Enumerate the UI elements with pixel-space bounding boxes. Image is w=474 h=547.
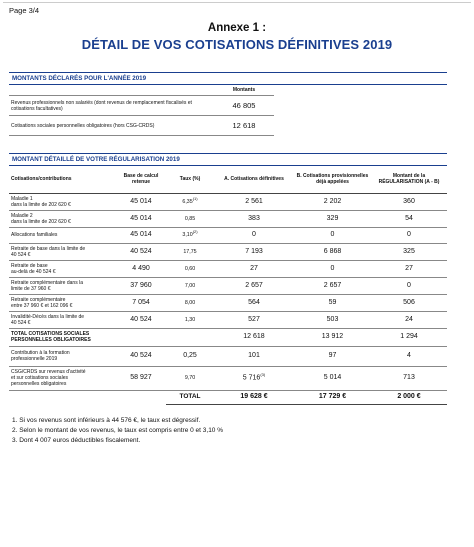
row-label: Invalidité-Décès dans la limite de bbox=[11, 313, 85, 320]
cell-regularisation: 54 bbox=[371, 210, 447, 227]
cell-definitive: 7 193 bbox=[214, 243, 294, 260]
cell-rate: 17,75 bbox=[166, 243, 214, 260]
col-amounts: Montants bbox=[214, 85, 274, 96]
cell-base: 45 014 bbox=[116, 227, 166, 243]
page-number: Page 3/4 bbox=[9, 6, 40, 15]
cell-regularisation: 360 bbox=[371, 193, 447, 210]
table-row bbox=[9, 346, 447, 366]
cell-definitive: 101 bbox=[214, 346, 294, 366]
cell-rate: 7,00 bbox=[166, 277, 214, 294]
declared-amounts-table bbox=[9, 85, 447, 136]
col-base: Base de calcul retenue bbox=[116, 166, 166, 193]
total-label: TOTAL bbox=[166, 390, 214, 404]
col-regularisation: Montant de la RÉGULARISATION (A - B) bbox=[371, 166, 447, 193]
row-sublabel: dans la limite de 202 620 € bbox=[11, 218, 71, 225]
row-label: TOTAL COTISATIONS SOCIALES bbox=[11, 331, 90, 337]
cell-regularisation: 713 bbox=[371, 366, 447, 390]
cell-provisional: 2 202 bbox=[294, 193, 371, 210]
cell-base: 40 524 bbox=[116, 311, 166, 328]
row-sublabel: personnelles obligatoires bbox=[11, 381, 67, 387]
declared-header-row bbox=[9, 85, 447, 96]
row-label: Contribution à la formation bbox=[11, 350, 70, 356]
row-label: Retraite de base bbox=[11, 262, 48, 269]
cell-definitive: 383 bbox=[214, 210, 294, 227]
cell-provisional: 13 912 bbox=[294, 328, 371, 346]
cell-base: 45 014 bbox=[116, 193, 166, 210]
table-row bbox=[9, 227, 447, 243]
cell-base: 37 960 bbox=[116, 277, 166, 294]
footnote: 1. Si vos revenus sont inférieurs à 44 576 €, le taux est dégressif. bbox=[12, 417, 201, 424]
row-label: Retraite complémentaire dans la bbox=[11, 279, 83, 286]
cell-base: 45 014 bbox=[116, 210, 166, 227]
row-sublabel: et sur cotisations sociales bbox=[11, 375, 68, 381]
total-regularisation: 2 000 € bbox=[371, 390, 447, 404]
declared-row-label: Revenus professionnels non salariés (dont revenus de remplacement fiscalisés et cotisations facultatives) bbox=[9, 96, 214, 116]
cell-base: 40 524 bbox=[116, 243, 166, 260]
row-sublabel: 40 524 € bbox=[11, 251, 31, 258]
row-label: Maladie 2 bbox=[11, 212, 33, 219]
regularisation-section bbox=[9, 153, 447, 405]
cell-provisional: 59 bbox=[294, 294, 371, 311]
table-row-total-social bbox=[9, 328, 447, 346]
table-row bbox=[9, 366, 447, 390]
row-sublabel: dans la limite de 202 620 € bbox=[11, 201, 71, 208]
table-row bbox=[9, 243, 447, 260]
table-row bbox=[9, 311, 447, 328]
declared-row-label: Cotisations sociales personnelles obligatoires (hors CSG-CRDS) bbox=[9, 116, 214, 136]
cell-regularisation: 0 bbox=[371, 277, 447, 294]
cell-definitive: 5 716$^{(3)}$ bbox=[214, 366, 294, 390]
declared-row-value: 46 805 bbox=[214, 96, 274, 116]
cell-provisional: 2 657 bbox=[294, 277, 371, 294]
table-row bbox=[9, 277, 447, 294]
row-sublabel: 40 524 € bbox=[11, 319, 31, 326]
col-provisional: B. Cotisations provisionnelles déjà appelées bbox=[294, 166, 371, 193]
cell-provisional: 6 868 bbox=[294, 243, 371, 260]
cell-regularisation: 0 bbox=[371, 227, 447, 243]
row-sublabel: professionnelle 2019 bbox=[11, 356, 58, 362]
table-row bbox=[9, 294, 447, 311]
annex-label: Annexe 1 : bbox=[207, 22, 267, 34]
row-sublabel: PERSONNELLES OBLIGATOIRES bbox=[11, 337, 91, 343]
total-provisional: 17 729 € bbox=[294, 390, 371, 404]
cell-rate: 3,10$^{(2)}$ bbox=[166, 227, 214, 243]
table-row-total bbox=[9, 390, 447, 404]
cell-base: 40 524 bbox=[116, 346, 166, 366]
footnote: 2. Selon le montant de vos revenus, le taux est compris entre 0 et 3,10 % bbox=[12, 427, 224, 434]
cell-definitive: 0 bbox=[214, 227, 294, 243]
page-top-border bbox=[3, 2, 471, 3]
row-sublabel: limite de 37 960 € bbox=[11, 285, 51, 292]
cell-definitive: 2 657 bbox=[214, 277, 294, 294]
table-row bbox=[9, 210, 447, 227]
cell-regularisation: 325 bbox=[371, 243, 447, 260]
cell-rate: 0,60 bbox=[166, 260, 214, 277]
detail-header-row bbox=[9, 166, 447, 193]
cell-definitive: 564 bbox=[214, 294, 294, 311]
cell-provisional: 329 bbox=[294, 210, 371, 227]
cell-provisional: 5 014 bbox=[294, 366, 371, 390]
cell-definitive: 527 bbox=[214, 311, 294, 328]
cell-regularisation: 24 bbox=[371, 311, 447, 328]
table-row bbox=[9, 260, 447, 277]
col-rate: Taux (%) bbox=[166, 166, 214, 193]
cell-rate: 1,30 bbox=[166, 311, 214, 328]
cell-rate: 8,00 bbox=[166, 294, 214, 311]
col-definitive: A. Cotisations définitives bbox=[214, 166, 294, 193]
cell-provisional: 97 bbox=[294, 346, 371, 366]
cell-regularisation: 27 bbox=[371, 260, 447, 277]
footnotes bbox=[12, 416, 223, 446]
row-label: Maladie 1 bbox=[11, 195, 33, 202]
table-row bbox=[9, 193, 447, 210]
declared-row bbox=[9, 96, 447, 116]
cell-base: 4 490 bbox=[116, 260, 166, 277]
cell-base: 7 054 bbox=[116, 294, 166, 311]
cell-definitive: 12 618 bbox=[214, 328, 294, 346]
row-label: CSG/CRDS sur revenus d'activité bbox=[11, 369, 86, 375]
cell-rate: 9,70 bbox=[166, 366, 214, 390]
row-sublabel: entre 37 960 € et 162 096 € bbox=[11, 302, 73, 309]
cell-rate: 6,35$^{(1)}$ bbox=[166, 193, 214, 210]
declared-row bbox=[9, 116, 447, 136]
cell-provisional: 0 bbox=[294, 227, 371, 243]
declared-amounts-heading: MONTANTS DÉCLARÉS POUR L'ANNÉE 2019 bbox=[9, 72, 447, 85]
cell-rate: 0,85 bbox=[166, 210, 214, 227]
cell-definitive: 27 bbox=[214, 260, 294, 277]
row-label: Retraite complémentaire bbox=[11, 296, 66, 303]
cell-regularisation: 506 bbox=[371, 294, 447, 311]
regularisation-table bbox=[9, 166, 447, 405]
cell-base: 58 927 bbox=[116, 366, 166, 390]
cell-definitive: 2 561 bbox=[214, 193, 294, 210]
row-label: Allocations familiales bbox=[11, 232, 58, 238]
regularisation-heading: MONTANT DÉTAILLÉ DE VOTRE RÉGULARISATION 2019 bbox=[9, 153, 447, 166]
row-sublabel: au-delà de 40 524 € bbox=[11, 268, 56, 275]
col-label: Cotisations/contributions bbox=[9, 166, 116, 193]
cell-provisional: 503 bbox=[294, 311, 371, 328]
total-definitive: 19 628 € bbox=[214, 390, 294, 404]
cell-provisional: 0 bbox=[294, 260, 371, 277]
cell-regularisation: 1 294 bbox=[371, 328, 447, 346]
page-title: DÉTAIL DE VOS COTISATIONS DÉFINITIVES 2019 bbox=[81, 37, 393, 52]
declared-row-value: 12 618 bbox=[214, 116, 274, 136]
row-label: Retraite de base dans la limite de bbox=[11, 245, 86, 252]
footnote: 3. Dont 4 007 euros déductibles fiscalement. bbox=[12, 437, 141, 444]
cell-regularisation: 4 bbox=[371, 346, 447, 366]
cell-rate: 0,25 bbox=[166, 346, 214, 366]
declared-amounts-section bbox=[9, 72, 447, 136]
